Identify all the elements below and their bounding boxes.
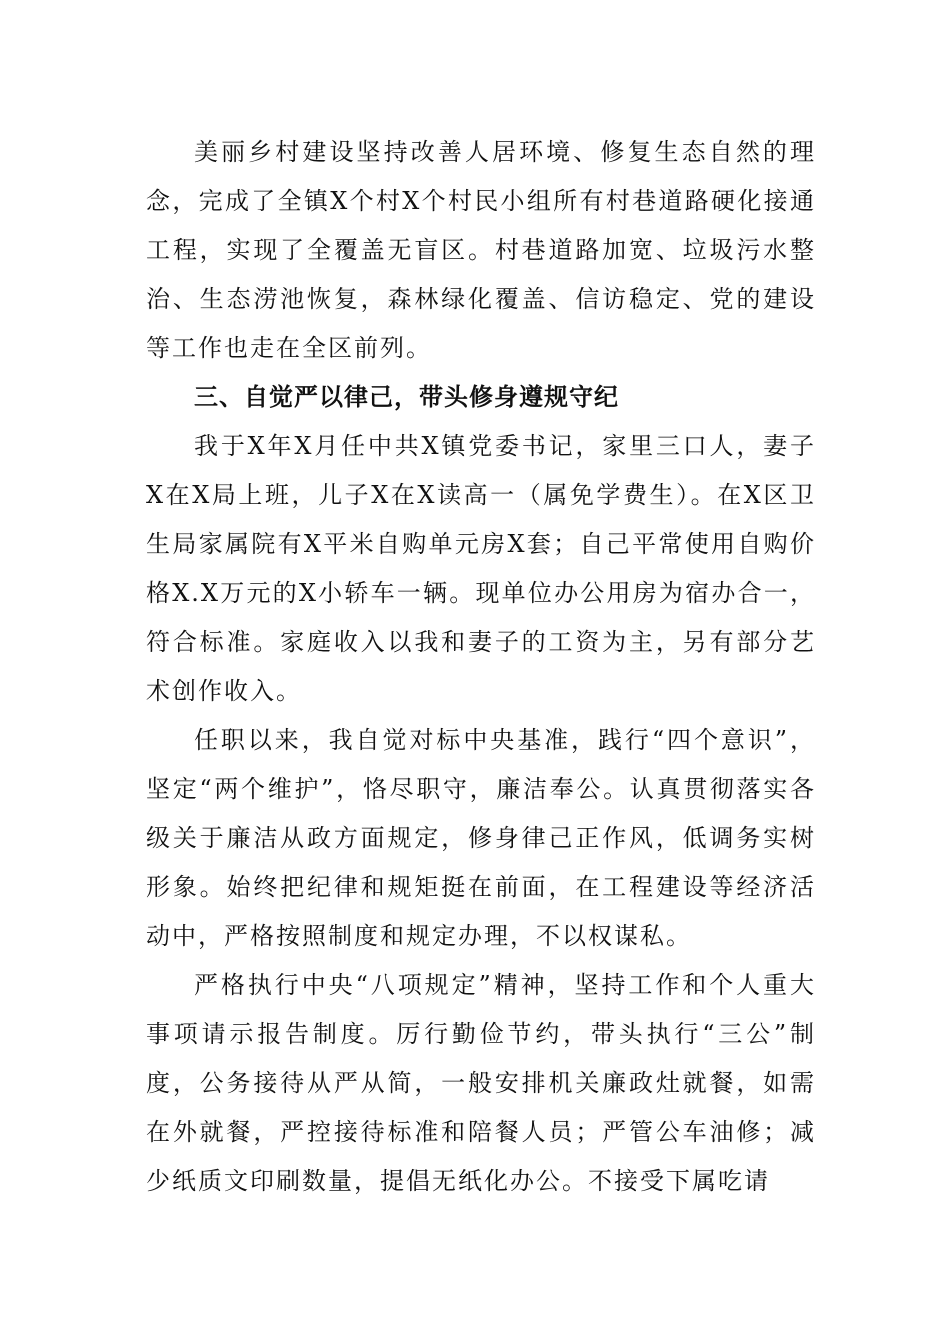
paragraph-eight-rules: 严格执行中央“八项规定”精神，坚持工作和个人重大事项请示报告制度。厉行勤俭节约，带头执行“三公”制度，公务接待从严从简，一般安排机关廉政灶就餐，如需在外就餐，严控接待标准和陪餐人员；严管公车油修；减少纸质文印刷数量，提倡无纸化办公。不接受下属吃请 xyxy=(146,971,816,1195)
paragraph-rural-construction: 美丽乡村建设坚持改善人居环境、修复生态自然的理念，完成了全镇X个村X个村民小组所有村巷道路硬化接通工程，实现了全覆盖无盲区。村巷道路加宽、垃圾污水整治、生态涝池恢复，森林绿化覆盖、信访稳定、党的建设等工作也走在全区前列。 xyxy=(146,138,816,362)
document-body xyxy=(146,128,816,1206)
section-heading-self-discipline: 三、自觉严以律己，带头修身遵规守纪 xyxy=(194,383,619,411)
paragraph-personal-assets: 我于X年X月任中共X镇党委书记，家里三口人，妻子X在X局上班，儿子X在X读高一（属免学费生）。在X区卫生局家属院有X平米自购单元房X套；自己平常使用自购价格X.X万元的X小轿车一辆。现单位办公用房为宿办合一，符合标准。家庭收入以我和妻子的工资为主，另有部分艺术创作收入。 xyxy=(146,432,816,705)
paragraph-integrity: 任职以来，我自觉对标中央基准，践行“四个意识”，坚定“两个维护”，恪尽职守，廉洁奉公。认真贯彻落实各级关于廉洁从政方面规定，修身律己正作风，低调务实树形象。始终把纪律和规矩挺在前面，在工程建设等经济活动中，严格按照制度和规定办理，不以权谋私。 xyxy=(146,726,816,950)
